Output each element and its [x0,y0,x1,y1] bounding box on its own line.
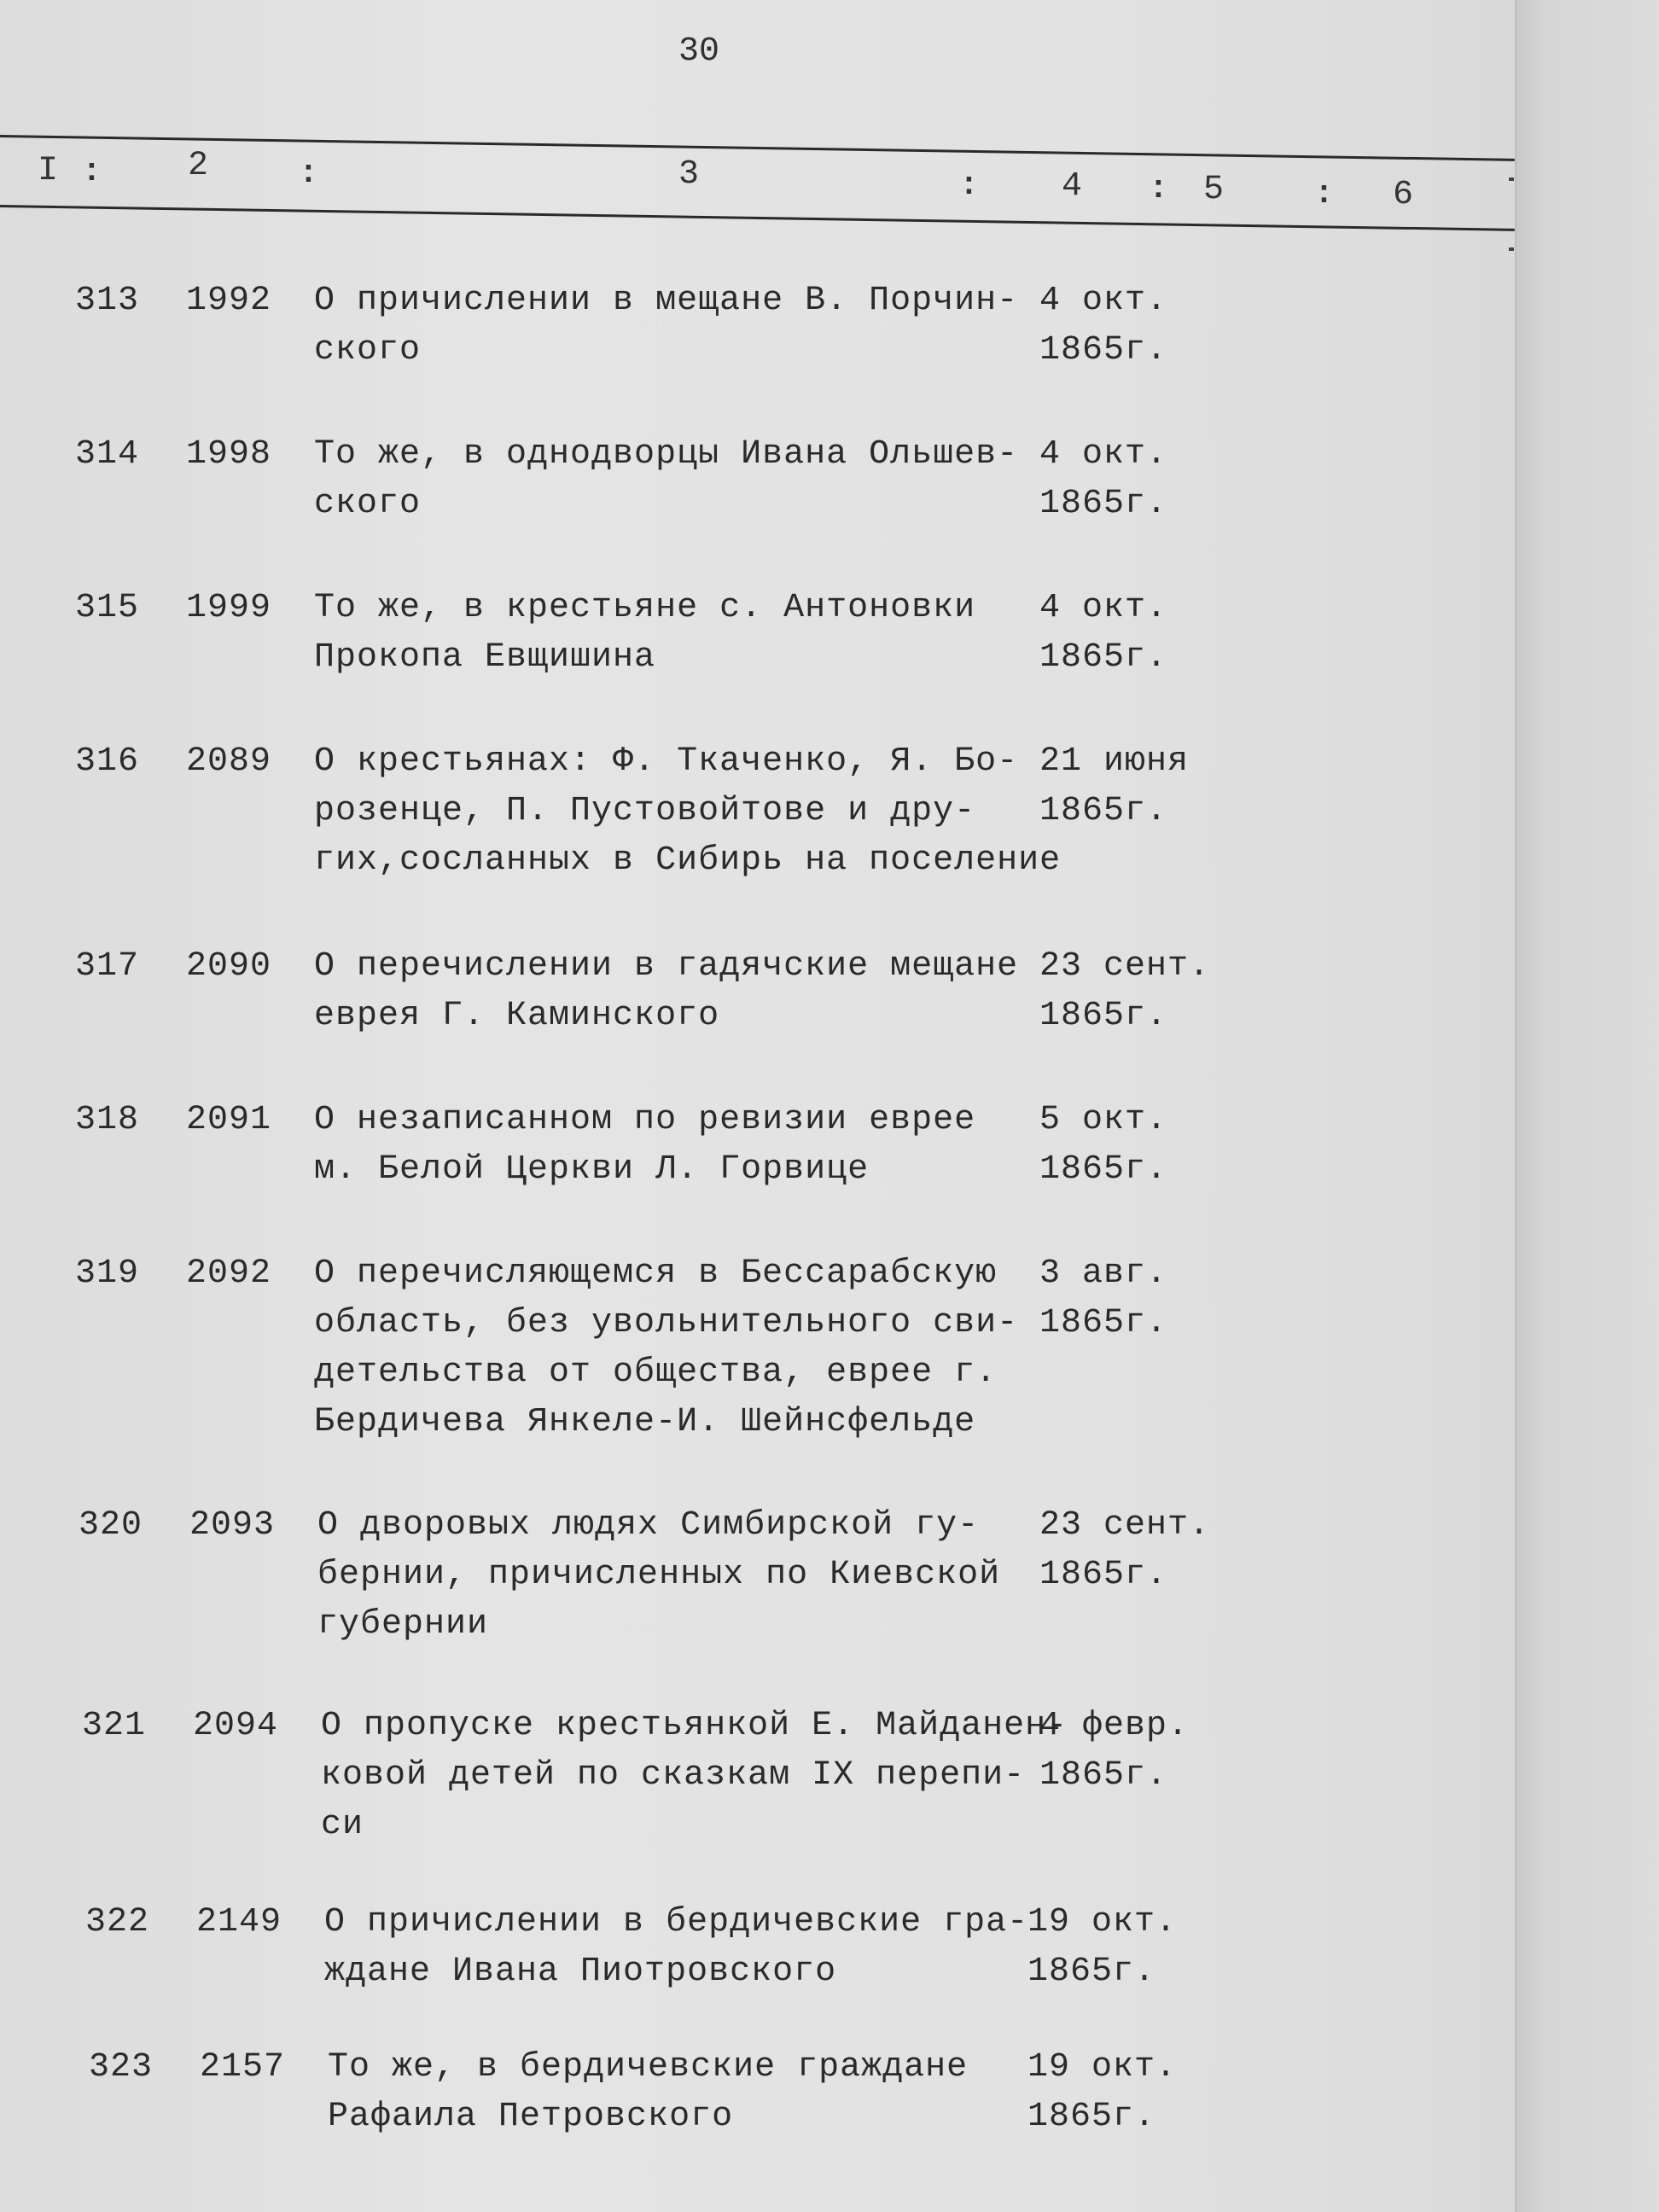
description-line: О причислении в мещане В. Порчин- [314,282,1019,320]
column-header-6: 6 [1393,176,1414,214]
description-line: розенце, П. Пустовойтове и дру- [314,792,976,830]
page-number: 30 [678,32,720,71]
description-line: губернии [317,1605,489,1644]
description-line: То же, в крестьяне с. Антоновки [314,589,976,627]
entry-date: 3 авг. [1039,1254,1168,1293]
entry-year: 1865г. [1039,331,1168,370]
column-separator: : [82,154,102,190]
entry-year: 1865г. [1039,1304,1168,1342]
entry-date: 19 окт. [1027,1903,1178,1941]
file-number: 2157 [200,2048,286,2087]
description-line: О дворовых людях Симбирской гу- [317,1506,980,1545]
column-separator: : [959,167,979,204]
column-header-4: 4 [1062,167,1083,206]
column-separator: : [1149,171,1168,207]
edge-mark [1509,178,1514,181]
description-line: гих,сосланных в Сибирь на поселение [314,841,1062,880]
entry-year: 1865г. [1039,792,1168,830]
entry-number: 317 [75,947,140,986]
description-line: еврея Г. Каминского [314,997,720,1035]
description-line: ского [314,331,422,370]
entry-year: 1865г. [1039,1556,1168,1594]
description-line: То же, в однодворцы Ивана Ольшев- [314,435,1019,474]
entry-year: 1865г. [1039,997,1168,1035]
edge-mark [1509,247,1514,251]
entry-number: 319 [75,1254,140,1293]
entry-year: 1865г. [1039,485,1168,523]
description-line: ковой детей по сказкам IX перепи- [321,1756,1026,1795]
entry-date: 21 июня [1039,742,1190,781]
entry-date: 23 сент. [1039,947,1211,986]
description-line: Прокопа Евщишина [314,638,656,677]
description-line: м. Белой Церкви Л. Горвице [314,1150,870,1189]
entry-number: 318 [75,1101,140,1139]
entry-number: 313 [75,282,140,320]
entry-number: 323 [89,2048,154,2087]
entry-year: 1865г. [1027,1953,1156,1991]
column-header-2: 2 [188,147,209,185]
column-header-3: 3 [678,155,700,194]
entry-date: 4 февр. [1039,1707,1190,1745]
description-line: То же, в бердичевские граждане [328,2048,969,2087]
entry-date: 5 окт. [1039,1101,1168,1139]
column-separator: : [299,155,318,192]
entry-date: 19 окт. [1027,2048,1178,2087]
description-line: ского [314,485,422,523]
description-line: Бердичева Янкеле-И. Шейнсфельде [314,1403,976,1441]
description-line: си [321,1806,364,1844]
entry-number: 315 [75,589,140,627]
entry-number: 320 [79,1506,143,1545]
entry-date: 4 окт. [1039,435,1168,474]
column-separator: : [1314,176,1334,212]
file-number: 2149 [196,1903,282,1941]
column-header-5: 5 [1203,171,1225,209]
file-number: 2091 [186,1101,272,1139]
description-line: О причислении в бердичевские гра- [324,1903,1029,1941]
file-number: 1999 [186,589,272,627]
description-line: О незаписанном по ревизии еврее [314,1101,976,1139]
description-line: область, без увольнительного сви- [314,1304,1019,1342]
entry-date: 23 сент. [1039,1506,1211,1545]
description-line: бернии, причисленных по Киевской [317,1556,1001,1594]
description-line: О перечисляющемся в Бессарабскую [314,1254,998,1293]
entry-date: 4 окт. [1039,589,1168,627]
description-line: детельства от общества, еврее г. [314,1353,998,1392]
description-line: О пропуске крестьянкой Е. Майданен- [321,1707,1068,1745]
entry-number: 316 [75,742,140,781]
entry-date: 4 окт. [1039,282,1168,320]
description-line: ждане Ивана Пиотровского [324,1953,837,1991]
description-line: О перечислении в гадячские мещане [314,947,1019,986]
file-number: 2092 [186,1254,272,1293]
entry-year: 1865г. [1039,1150,1168,1189]
file-number: 1998 [186,435,272,474]
entry-number: 322 [85,1903,150,1941]
file-number: 2089 [186,742,272,781]
entry-year: 1865г. [1027,2098,1156,2136]
entry-year: 1865г. [1039,638,1168,677]
file-number: 2090 [186,947,272,986]
column-header-1: I [38,152,59,190]
entry-number: 314 [75,435,140,474]
file-number: 2094 [193,1707,279,1745]
file-number: 1992 [186,282,272,320]
page-edge [1515,0,1659,2212]
description-line: Рафаила Петровского [328,2098,734,2136]
entry-year: 1865г. [1039,1756,1168,1795]
file-number: 2093 [189,1506,276,1545]
description-line: О крестьянах: Ф. Ткаченко, Я. Бо- [314,742,1019,781]
entry-number: 321 [82,1707,147,1745]
